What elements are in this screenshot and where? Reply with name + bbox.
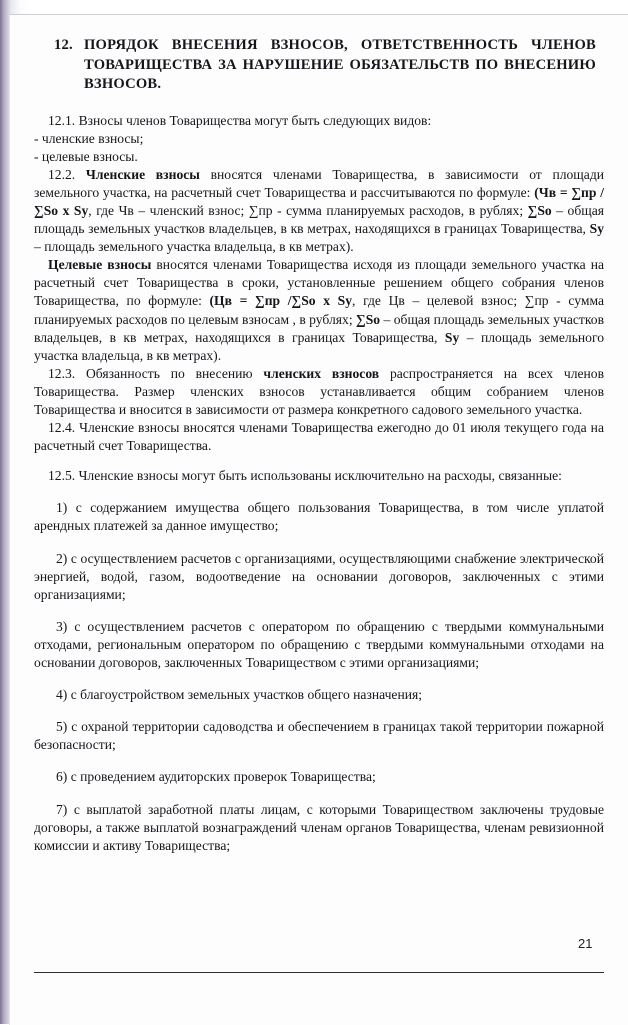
list-item-member-fees: - членские взносы;: [34, 130, 144, 146]
list-item-6: 6) с проведением аудиторских проверок Товарищества;: [56, 769, 376, 785]
formula-member-fee: (Чв = ∑пр /∑Sо х Sу: [34, 184, 604, 218]
list-item-3: 3) с осуществлением расчетов с оператором по обращению с твердыми коммунальными отходами, региональным оператором по обращению с твердыми коммунальными отходами на основании договоров, заключенных Товариществом с этими организациями;: [34, 618, 604, 671]
paragraph-12-4: 12.4. Членские взносы вносятся членами Товарищества ежегодно до 01 июля текущего года на расчетный счет Товарищества.: [34, 420, 604, 454]
term-member-fees-bold: членских взносов: [263, 365, 380, 381]
paragraph-12-2-target: Целевые взносы вносятся членами Товарищества исходя из площади земельного участка на расчетный счет Товарищества в сроки, установленные решением общего собрания членов Товарищества, по формуле: (Цв = ∑пр /∑Sо х Sу, где Цв – целевой взнос; ∑пр - сумма планируемых расходов по целевым взносам , в рублях; ∑Sо – общая площадь земельных участков владельцев, в кв метрах, находящихся в границах Товарищества, Sу – площадь земельного участка владельца, в кв метрах).: [34, 257, 605, 363]
list-item-4: 4) с благоустройством земельных участков общего назначения;: [56, 687, 423, 703]
list-item-target-fees: - целевые взносы.: [34, 148, 138, 164]
paragraph-12-1: 12.1. Взносы членов Товарищества могут быть следующих видов:: [48, 112, 432, 128]
paragraph-12-5: 12.5. Членские взносы могут быть использованы исключительно на расходы, связанные:: [48, 468, 562, 484]
list-item-2: 2) с осуществлением расчетов с организациями, осуществляющими снабжение электрической энергией, водой, газом, водоотведение на основании договоров, заключенных с этими организациями;: [34, 550, 604, 602]
footer-rule: [34, 972, 604, 973]
list-item-1: 1) с содержанием имущества общего пользования Товарищества, в том числе уплатой арендных платежей за данное имущество;: [34, 500, 604, 534]
list-item-7: 7) с выплатой заработной платы лицам, с которыми Товариществом заключены трудовые договоры, а также выплатой вознаграждений членам органов Товарищества, членам ревизионной комиссии и активу Товарищества;: [34, 801, 604, 853]
term-member-fees: Членские взносы: [85, 166, 200, 182]
list-item-5: 5) с охраной территории садоводства и обеспечением в границах такой территории пожарной безопасности;: [34, 719, 604, 753]
section-number: 12.: [54, 37, 73, 53]
term-target-fees: Целевые взносы: [48, 257, 152, 273]
formula-target-fee: (Цв = ∑пр /∑Sо х Sу: [209, 293, 353, 309]
paragraph-12-2: 12.2. Членские взносы вносятся членами Товарищества, в зависимости от площади земельного участка, на расчетный счет Товарищества и рассчитываются по формуле: (Чв = ∑пр /∑Sо х Sу, где Чв – членский взнос; ∑пр - сумма планируемых расходов, в рублях; ∑Sо – общая площадь земельных участков владельцев, в кв метрах, находящихся в границах Товарищества, Sу – площадь земельного участка владельца, в кв метрах).: [34, 166, 605, 255]
section-heading: [54, 36, 596, 95]
page-content: [34, 36, 604, 855]
page-number: 21: [578, 936, 593, 951]
section-title: ПОРЯДОК ВНЕСЕНИЯ ВЗНОСОВ, ОТВЕТСТВЕННОСТЬ ЧЛЕНОВ ТОВАРИЩЕСТВА ЗА НАРУШЕНИЕ ОБЯЗАТЕЛЬСТВ ПО ВНЕСЕНИЮ ВЗНОСОВ.: [84, 37, 596, 92]
paragraph-12-3: 12.3. Обязанность по внесению членских взносов распространяется на всех членов Товарищества. Размер членских взносов устанавливается общим собранием членов Товарищества и вносится в зависимости от размера конкретного садового земельного участка.: [34, 365, 604, 417]
